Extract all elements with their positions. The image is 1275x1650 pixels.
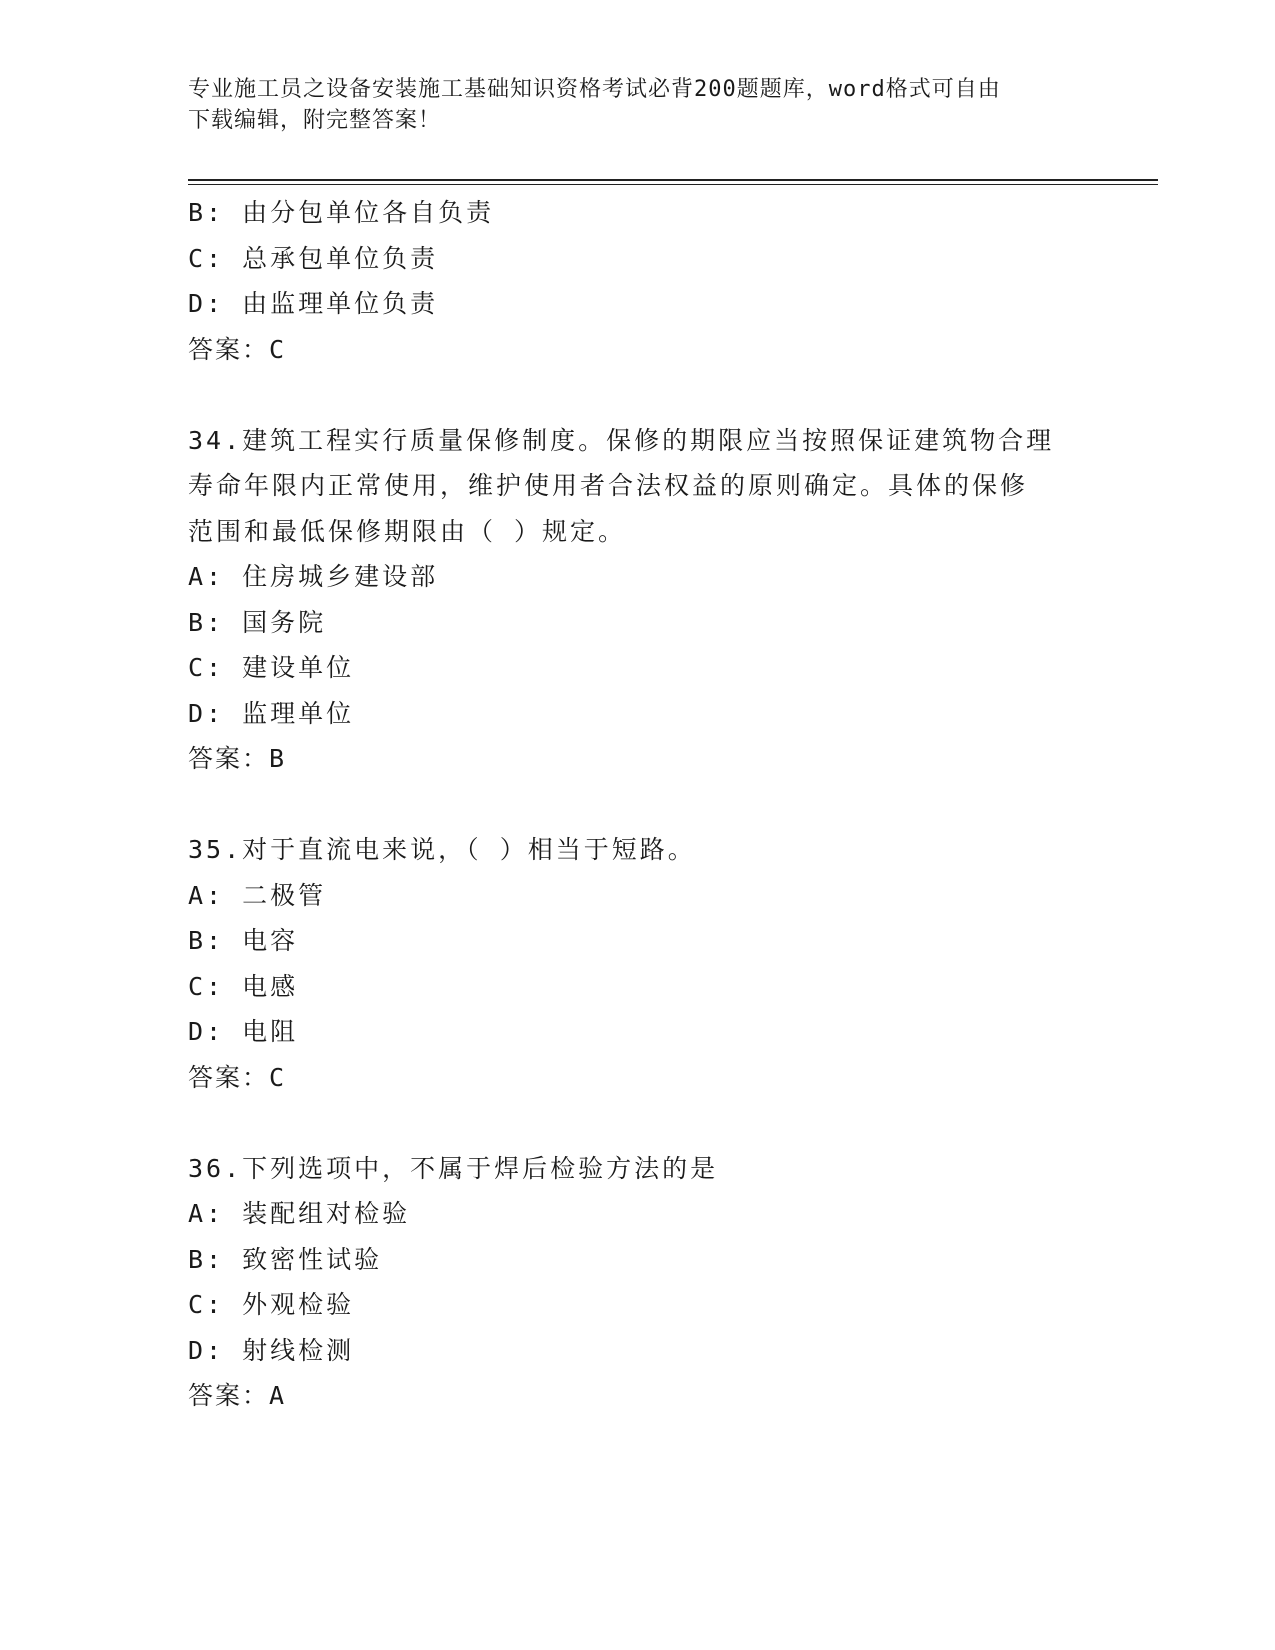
option-c: C: 总承包单位负责	[188, 243, 439, 273]
header-divider-thin	[188, 184, 1158, 185]
question-34	[188, 418, 1088, 782]
option-b: B: 电容	[188, 926, 299, 955]
answer-line: 答案：A	[188, 1381, 287, 1410]
option-a: A: 住房城乡建设部	[188, 562, 439, 591]
question-text-line: 35.对于直流电来说，（ ）相当于短路。	[188, 835, 696, 864]
question-text-line: 范围和最低保修期限由（ ）规定。	[188, 516, 627, 546]
question-35	[188, 827, 1088, 1100]
question-list	[188, 190, 1088, 1419]
option-b: B: 国务院	[188, 607, 327, 637]
option-a: A: 二极管	[188, 880, 327, 910]
option-d: D: 监理单位	[188, 698, 355, 728]
option-b: B: 由分包单位各自负责	[188, 198, 495, 227]
option-c: C: 建设单位	[188, 653, 355, 682]
header-line-2: 下载编辑，附完整答案！	[188, 108, 442, 133]
spacer	[188, 782, 1088, 828]
answer-line: 答案：C	[188, 1062, 287, 1092]
question-text-line: 寿命年限内正常使用，维护使用者合法权益的原则确定。具体的保修	[188, 471, 1029, 500]
question-text-line: 36.下列选项中，不属于焊后检验方法的是	[188, 1153, 719, 1183]
option-d: D: 电阻	[188, 1017, 299, 1046]
option-d: D: 由监理单位负责	[188, 289, 439, 318]
question-carryover	[188, 190, 1088, 372]
question-text-line: 34.建筑工程实行质量保修制度。保修的期限应当按照保证建筑物合理	[188, 425, 1055, 455]
question-36	[188, 1146, 1088, 1419]
option-c: C: 电感	[188, 971, 299, 1001]
option-d: D: 射线检测	[188, 1335, 355, 1365]
spacer	[188, 372, 1088, 418]
option-b: B: 致密性试验	[188, 1244, 383, 1274]
answer-line: 答案：C	[188, 334, 287, 364]
spacer	[188, 1100, 1088, 1146]
answer-line: 答案：B	[188, 744, 287, 773]
option-a: A: 装配组对检验	[188, 1199, 411, 1228]
option-c: C: 外观检验	[188, 1290, 355, 1319]
document-header	[188, 74, 1068, 136]
header-line-1: 专业施工员之设备安装施工基础知识资格考试必背200题题库，word格式可自由	[188, 77, 1001, 102]
header-divider-thick	[188, 179, 1158, 181]
